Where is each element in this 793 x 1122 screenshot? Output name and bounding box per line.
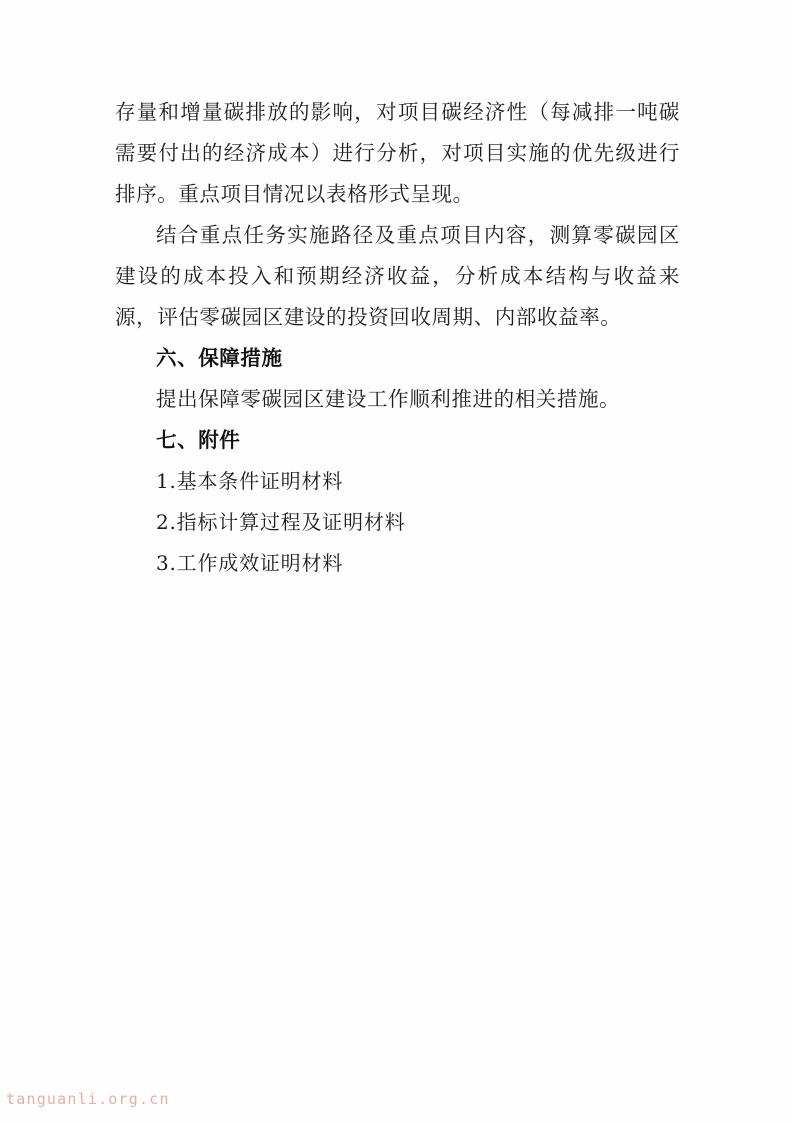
paragraph-cost-benefit: 结合重点任务实施路径及重点项目内容，测算零碳园区建设的成本投入和预期经济收益，分析成本结构与收益来源，评估零碳园区建设的投资回收周期、内部收益率。 (115, 223, 680, 329)
paragraph-carbon-economy: 存量和增量碳排放的影响，对项目碳经济性（每减排一吨碳需要付出的经济成本）进行分析，对项目实施的优先级进行排序。重点项目情况以表格形式呈现。 (115, 100, 680, 206)
section-body-safeguards: 提出保障零碳园区建设工作顺利推进的相关措施。 (156, 387, 621, 411)
site-watermark: tanguanli.org.cn (6, 1090, 170, 1108)
attachment-item-1: 1.基本条件证明材料 (156, 469, 344, 493)
document-content (115, 92, 680, 584)
section-heading-safeguards: 六、保障措施 (156, 346, 283, 370)
section-heading-attachments: 七、附件 (156, 428, 241, 452)
attachment-item-2: 2.指标计算过程及证明材料 (156, 510, 406, 534)
attachment-item-3: 3.工作成效证明材料 (156, 551, 344, 575)
